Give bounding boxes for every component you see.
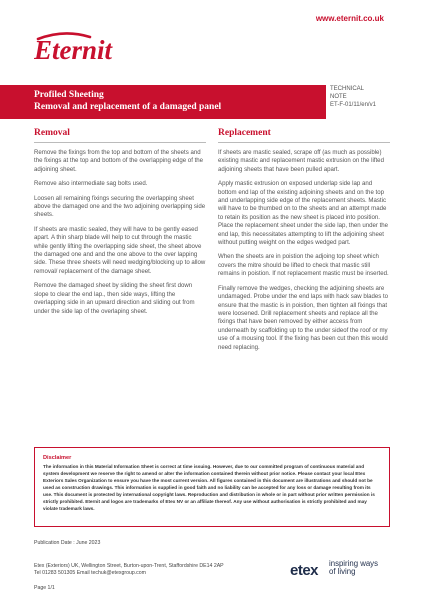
replacement-paragraph: When the sheets are in poistion the adjoing top sheet which covers the mitre should be lifted to check that mastic still remains in poistion. If not replacement mastic must be inserted. bbox=[218, 253, 389, 278]
document-title: Profiled Sheeting bbox=[34, 90, 104, 100]
technical-note-label bbox=[330, 85, 376, 110]
etex-tagline-line-1: inspiring ways bbox=[329, 559, 378, 568]
tech-note-label-2: NOTE bbox=[330, 94, 347, 101]
disclaimer-title: Disclaimer bbox=[43, 455, 72, 461]
disclaimer-text: The information in this Material Information Sheet is correct at time issuing. However, due to our committed program of continuous material and system development we reserve the right to amend or alter the information contained therein without prior notice. Please contact your local Etex Exteriors Sales Organization to ensure you have the most current version. All figures contained in this document are illustrations and should not be used as construction drawings. This information is supplied in good faith and no liability can be accepted for any loss or damage resulting from its use. This document is protected by international copyright laws. Reproduction and distribution in whole or in part without prior written permission is strictly prohibited. Eternit and logos are trademarks of Etex NV or an affiliate thereof. Any use without authorisation is strictly prohibited and may violate trademark laws. bbox=[43, 464, 375, 511]
replacement-section bbox=[218, 128, 390, 358]
tech-note-label-1: TECHNICAL bbox=[330, 86, 365, 92]
etex-tagline bbox=[329, 560, 378, 576]
publication-date: Publication Date : June 2023 bbox=[34, 540, 101, 546]
eternit-logo bbox=[34, 25, 154, 65]
page-number: Page 1/1 bbox=[34, 585, 55, 591]
website-url[interactable]: www.eternit.co.uk bbox=[315, 14, 384, 23]
removal-section bbox=[34, 128, 206, 322]
replacement-heading: Replacement bbox=[218, 128, 390, 143]
company-contact[interactable]: Tel 01283 501305 Email techuk@etexgroup.com bbox=[34, 570, 146, 576]
tech-note-code: ET-F-01/11/en/v1 bbox=[330, 102, 376, 109]
company-address: Etex (Exteriors) UK, Wellington Street, Burton-upon-Trent, Staffordshire DE14 2AP bbox=[34, 563, 224, 569]
replacement-paragraph: If sheets are mastic sealed, scrape off (as much as possible) existing mastic and replacement mastic extrusion on the lifted adjoining sheets that have been pulled apart. bbox=[218, 149, 384, 173]
etex-logo bbox=[290, 560, 400, 586]
replacement-paragraph: Apply mastic extrusion on exposed underlap side lap and bottom end lap of the existing adjoining sheets and on the top and underlapping side edge of the replacement sheets. Mastic will have to be thumbed on to the sheets and an attempt made to retain its position as the new sheet is placed into position. Place the replacement sheet under the side lap, then under the end lap, this necessitates attempting to lift the adjoining sheet without putting weight on the edges wedged part. bbox=[218, 180, 389, 247]
removal-paragraph: If sheets are mastic sealed, they will have to be gently eased apart. A thin sharp blade will help to cut through the mastic while gently lifting the overlapping side sheet, the sheet above the damaged one and and the one above to the over lapping side. These three sheets will need wedging/blocking up to allow removal/ replacement of the damage sheet. bbox=[34, 225, 206, 275]
disclaimer-box bbox=[34, 447, 390, 527]
removal-paragraph: Remove the damaged sheet by sliding the sheet first down slope to clear the end lap., then side ways, lifting the overlapping side in an upward direction and sliding out from under the side lap of the overlaping sheet. bbox=[34, 282, 195, 315]
replacement-paragraph: Finally remove the wedges, checking the adjoining sheets are undamaged. Probe under the end laps with hack saw blades to ensure that the mastic is in poistion, then tighten all fixings that were loosened. Drill replacement sheets and replace all the fixings that have been removed by either access from underneath by scaffolding up to the under sideof the roof or my use of a mousing tool. If the fixing has been cut then this would need replacing. bbox=[218, 284, 389, 351]
title-band bbox=[0, 85, 326, 119]
removal-paragraph: Loosen all remaining fixings securing the overlapping sheet above the damaged one and the two adjoining overlapping side sheets. bbox=[34, 194, 206, 219]
removal-heading: Removal bbox=[34, 128, 206, 143]
logo-text: Eternit bbox=[34, 35, 113, 65]
removal-paragraph: Remove the fixings from the top and bottom of the sheets and the fixings at the top and bottom of the overlapping edge of the adjoining sheet. bbox=[34, 149, 204, 173]
etex-wordmark: etex bbox=[290, 562, 319, 579]
etex-tagline-line-2: of living bbox=[329, 567, 356, 576]
document-subtitle: Removal and replacement of a damaged panel bbox=[34, 102, 222, 112]
removal-paragraph: Remove also intermediate sag bolts used. bbox=[34, 180, 148, 188]
